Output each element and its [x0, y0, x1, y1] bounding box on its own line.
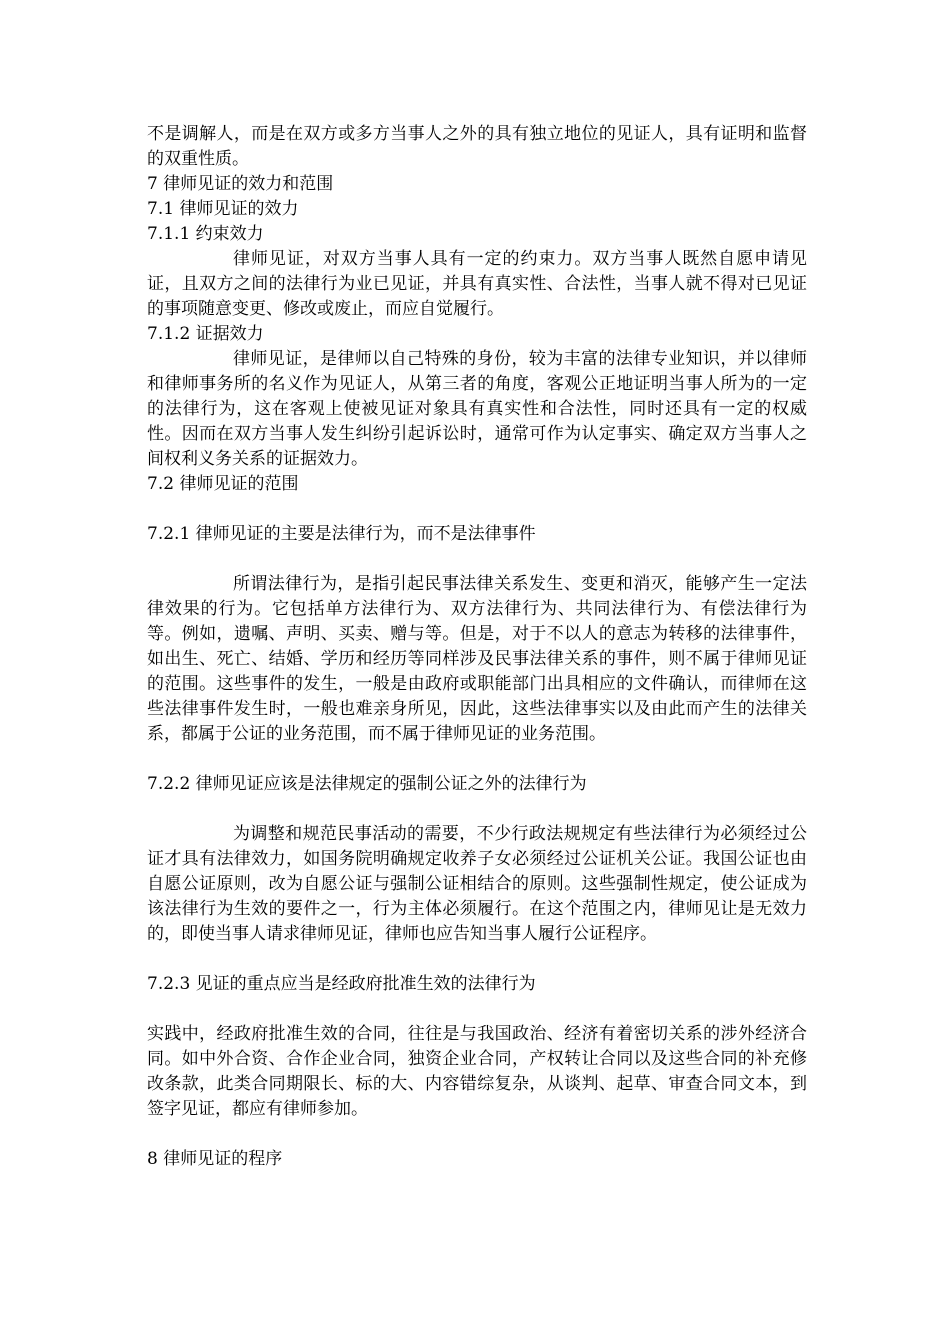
- subsection-heading: 7.1 律师见证的效力: [147, 199, 299, 219]
- paragraph: 实践中，经政府批准生效的合同，往往是与我国政治、经济有着密切关系的涉外经济合同。如中外合资、合作企业合同，独资企业合同，产权转让合同以及这些合同的补充修改条款，此类合同期限长、标的大、内容错综复杂，从谈判、起草、审查合同文本，到签字见证，都应有律师参加。: [147, 1024, 807, 1119]
- blank-line: [147, 747, 807, 772]
- section-heading: 8 律师见证的程序: [147, 1149, 283, 1169]
- subsubsection-heading: 7.2.1 律师见证的主要是法律行为，而不是法律事件: [147, 524, 536, 544]
- subsubsection-heading: 7.1.2 证据效力: [147, 324, 264, 344]
- subsubsection-heading: 7.1.1 约束效力: [147, 224, 264, 244]
- subsubsection-heading: 7.2.3 见证的重点应当是经政府批准生效的法律行为: [147, 974, 536, 994]
- paragraph: 律师见证，是律师以自己特殊的身份，较为丰富的法律专业知识，并以律师和律师事务所的名义作为见证人，从第三者的角度，客观公正地证明当事人所为的一定的法律行为，这在客观上使被见证对象具有真实性和合法性，同时还具有一定的权威性。因而在双方当事人发生纠纷引起诉讼时，通常可作为认定事实、确定双方当事人之间权利义务关系的证据效力。: [147, 349, 807, 469]
- blank-line: [147, 497, 807, 522]
- blank-line: [147, 997, 807, 1022]
- blank-line: [147, 947, 807, 972]
- paragraph: 律师见证，对双方当事人具有一定的约束力。双方当事人既然自愿申请见证，且双方之间的法律行为业已见证，并具有真实性、合法性，当事人就不得对已见证的事项随意变更、修改或废止，而应自觉履行。: [147, 249, 807, 319]
- subsubsection-heading: 7.2.2 律师见证应该是法律规定的强制公证之外的法律行为: [147, 774, 587, 794]
- paragraph: 所谓法律行为，是指引起民事法律关系发生、变更和消灭，能够产生一定法律效果的行为。它包括单方法律行为、双方法律行为、共同法律行为、有偿法律行为等。例如，遗嘱、声明、买卖、赠与等。但是，对于不以人的意志为转移的法律事件，如出生、死亡、结婚、学历和经历等同样涉及民事法律关系的事件，则不属于律师见证的范围。这些事件的发生，一般是由政府或职能部门出具相应的文件确认，而律师在这些法律事件发生时，一般也难亲身所见，因此，这些法律事实以及由此而产生的法律关系，都属于公证的业务范围，而不属于律师见证的业务范围。: [147, 574, 807, 744]
- subsection-heading: 7.2 律师见证的范围: [147, 474, 299, 494]
- paragraph: 不是调解人，而是在双方或多方当事人之外的具有独立地位的见证人，具有证明和监督的双重性质。: [147, 124, 807, 169]
- blank-line: [147, 1122, 807, 1147]
- blank-line: [147, 797, 807, 822]
- section-heading: 7 律师见证的效力和范围: [147, 174, 334, 194]
- document-body: [147, 122, 807, 1172]
- blank-line: [147, 547, 807, 572]
- paragraph: 为调整和规范民事活动的需要，不少行政法规规定有些法律行为必须经过公证才具有法律效力，如国务院明确规定收养子女必须经过公证机关公证。我国公证也由自愿公证原则，改为自愿公证与强制公证相结合的原则。这些强制性规定，使公证成为该法律行为生效的要件之一，行为主体必须履行。在这个范围之内，律师见让是无效力的，即使当事人请求律师见证，律师也应告知当事人履行公证程序。: [147, 824, 807, 944]
